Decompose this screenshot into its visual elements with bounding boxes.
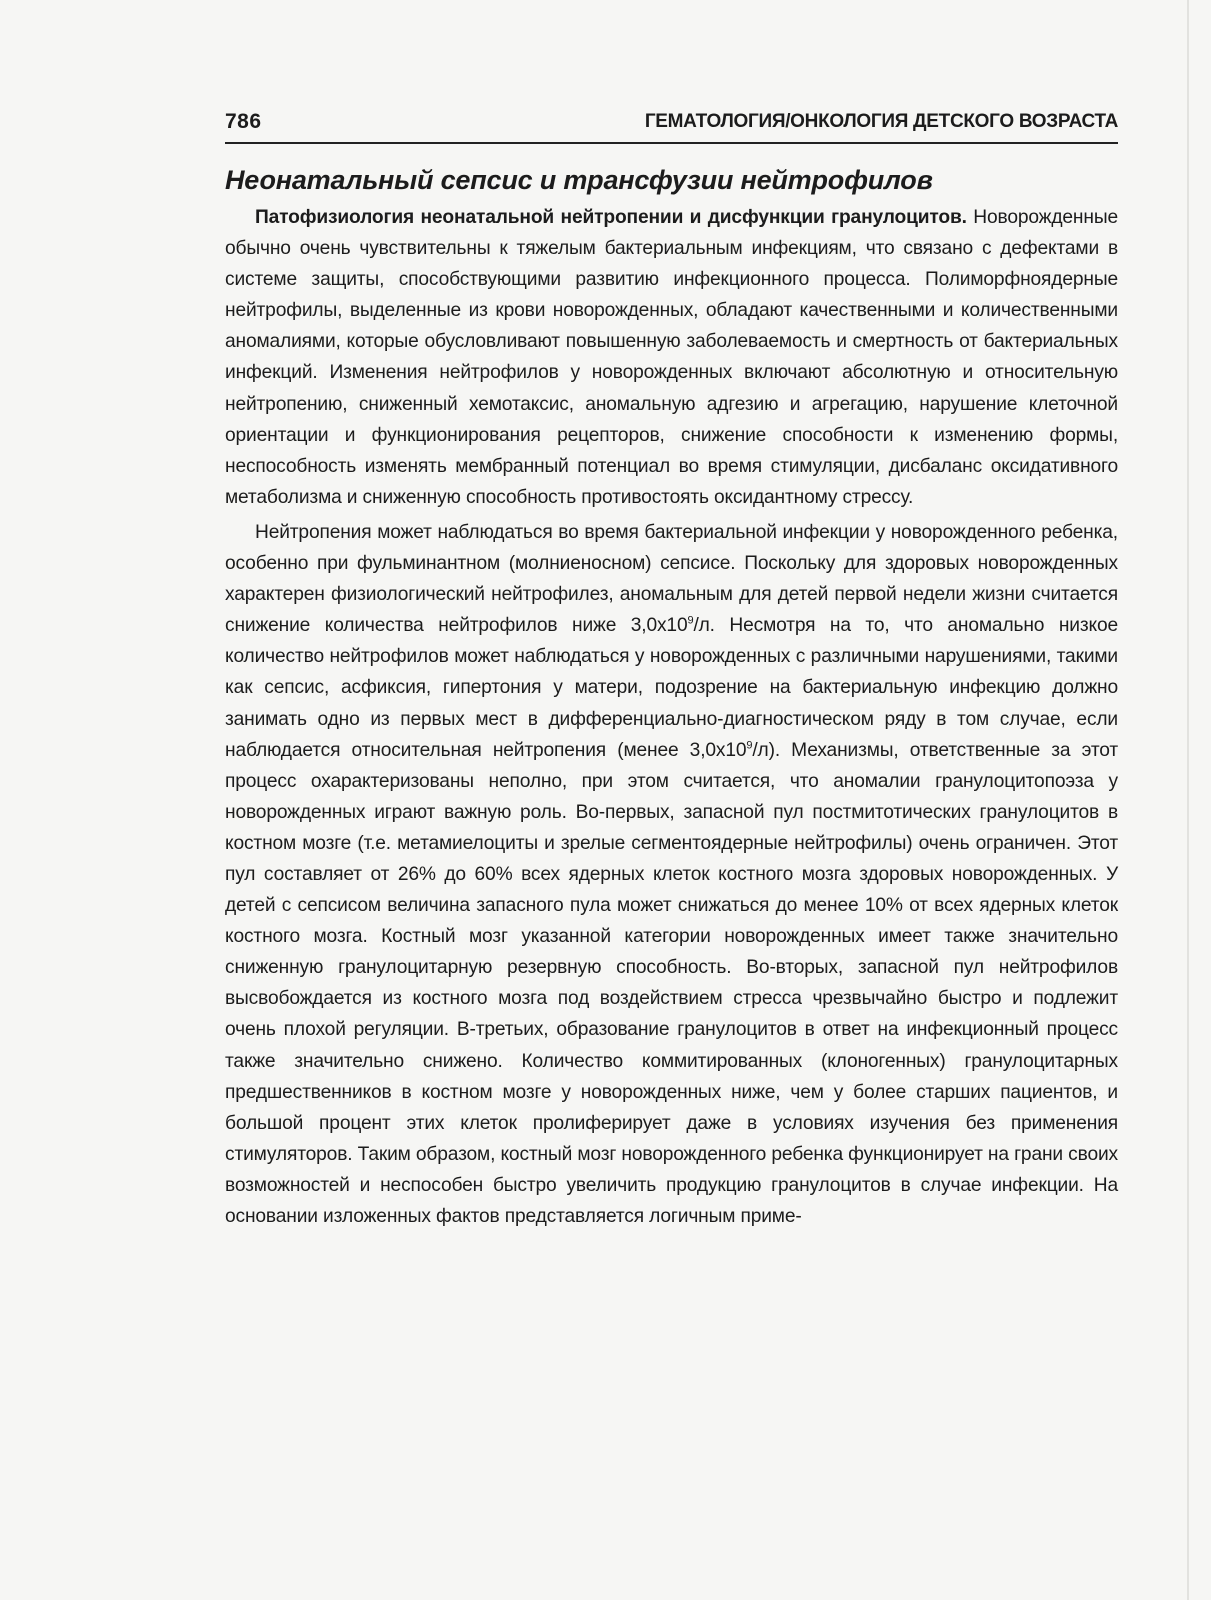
- paragraph-neutropenia: [225, 517, 1118, 1232]
- paragraph-text: Новорожденные обычно очень чувствительны к тяжелым бактериальным инфекциям, что связано с дефектами в системе защиты, способствующими развитию инфекционного процесса. Полиморфноядерные нейтрофилы, выделенные из крови новорожденных, обладают качественными и количественными аномалиями, которые обусловливают повышенную заболеваемость и смертность от бактериальных инфекций. Изменения нейтрофилов у новорожденных включают абсолютную и относительную нейтропению, сниженный хемотаксис, аномальную адгезию и агрегацию, нарушение клеточной ориентации и функционирования рецепторов, снижение способности к изменению формы, неспособность изменять мембранный потенциал во время стимуляции, дисбаланс оксидативного метаболизма и сниженную способность противостоять оксидантному стрессу.: [225, 207, 1118, 508]
- page-body: [225, 162, 1118, 1236]
- paragraph-pathophysiology: [225, 202, 1118, 513]
- paragraph-text-part1: Нейтропения может наблюдаться во время бактериальной инфекции у новорожденного ребенка, особенно при фульминантном (молниеносном) сепсисе. Поскольку для здоровых новорожденных характерен физиологический нейтрофилез, аномальным для детей первой недели жизни считается снижение количества нейтрофилов ниже 3,0x10: [225, 521, 1118, 637]
- running-title: ГЕМАТОЛОГИЯ/ОНКОЛОГИЯ ДЕТСКОГО ВОЗРАСТА: [644, 111, 1118, 132]
- paragraph-text-part3: /л). Механизмы, ответственные за этот процесс охарактеризованы неполно, при этом считается, что аномалии гранулоцитопоэза у новорожденных играют важную роль. Во-первых, запасной пул постмитотических гранулоцитов в костном мозге (т.е. метамиелоциты и зрелые сегментоядерные нейтрофилы) очень ограничен. Этот пул составляет от 26% до 60% всех ядерных клеток костного мозга здоровых новорожденных. У детей с сепсисом величина запасного пула может снижаться до менее 10% от всех ядерных клеток костного мозга. Костный мозг указанной категории новорожденных имеет также значительно сниженную гранулоцитарную резервную способность. Во-вторых, запасной пул нейтрофилов высвобождается из костного мозга под воздействием стресса чрезвычайно быстро и подлежит очень плохой регуляции. В-третьих, образование гранулоцитов в ответ на инфекционный процесс также значительно снижено. Количество коммитированных (клоногенных) гранулоцитарных предшественников в костном мозге у новорожденных ниже, чем у более старших пациентов, и большой процент этих клеток пролиферирует даже в условиях изучения без применения стимуляторов. Таким образом, костный мозг новорожденного ребенка функционирует на грани своих возможностей и неспособен быстро увеличить продукцию гранулоцитов в случае инфекции. На основании изложенных фактов представляется логичным приме-: [225, 739, 1118, 1227]
- running-header: [225, 108, 1118, 144]
- page-number: 786: [225, 110, 262, 133]
- section-title: Неонатальный сепсис и трансфузии нейтрофилов: [225, 165, 933, 195]
- paragraph-subheading: Патофизиология неонатальной нейтропении и дисфункции гранулоцитов.: [255, 207, 967, 228]
- page-edge-shadow: [1187, 0, 1189, 1600]
- exponent-1: 9: [687, 614, 694, 627]
- exponent-2: 9: [746, 739, 753, 752]
- paragraph-text-part2: /л. Несмотря на то, что аномально низкое количество нейтрофилов может наблюдаться у новорожденных с различными нарушениями, такими как сепсис, асфиксия, гипертония у матери, подозрение на бактериальную инфекцию должно занимать одно из первых мест в дифференциально-диагностическом ряду в том случае, если наблюдается относительная нейтропения (менее 3,0x10: [225, 615, 1118, 761]
